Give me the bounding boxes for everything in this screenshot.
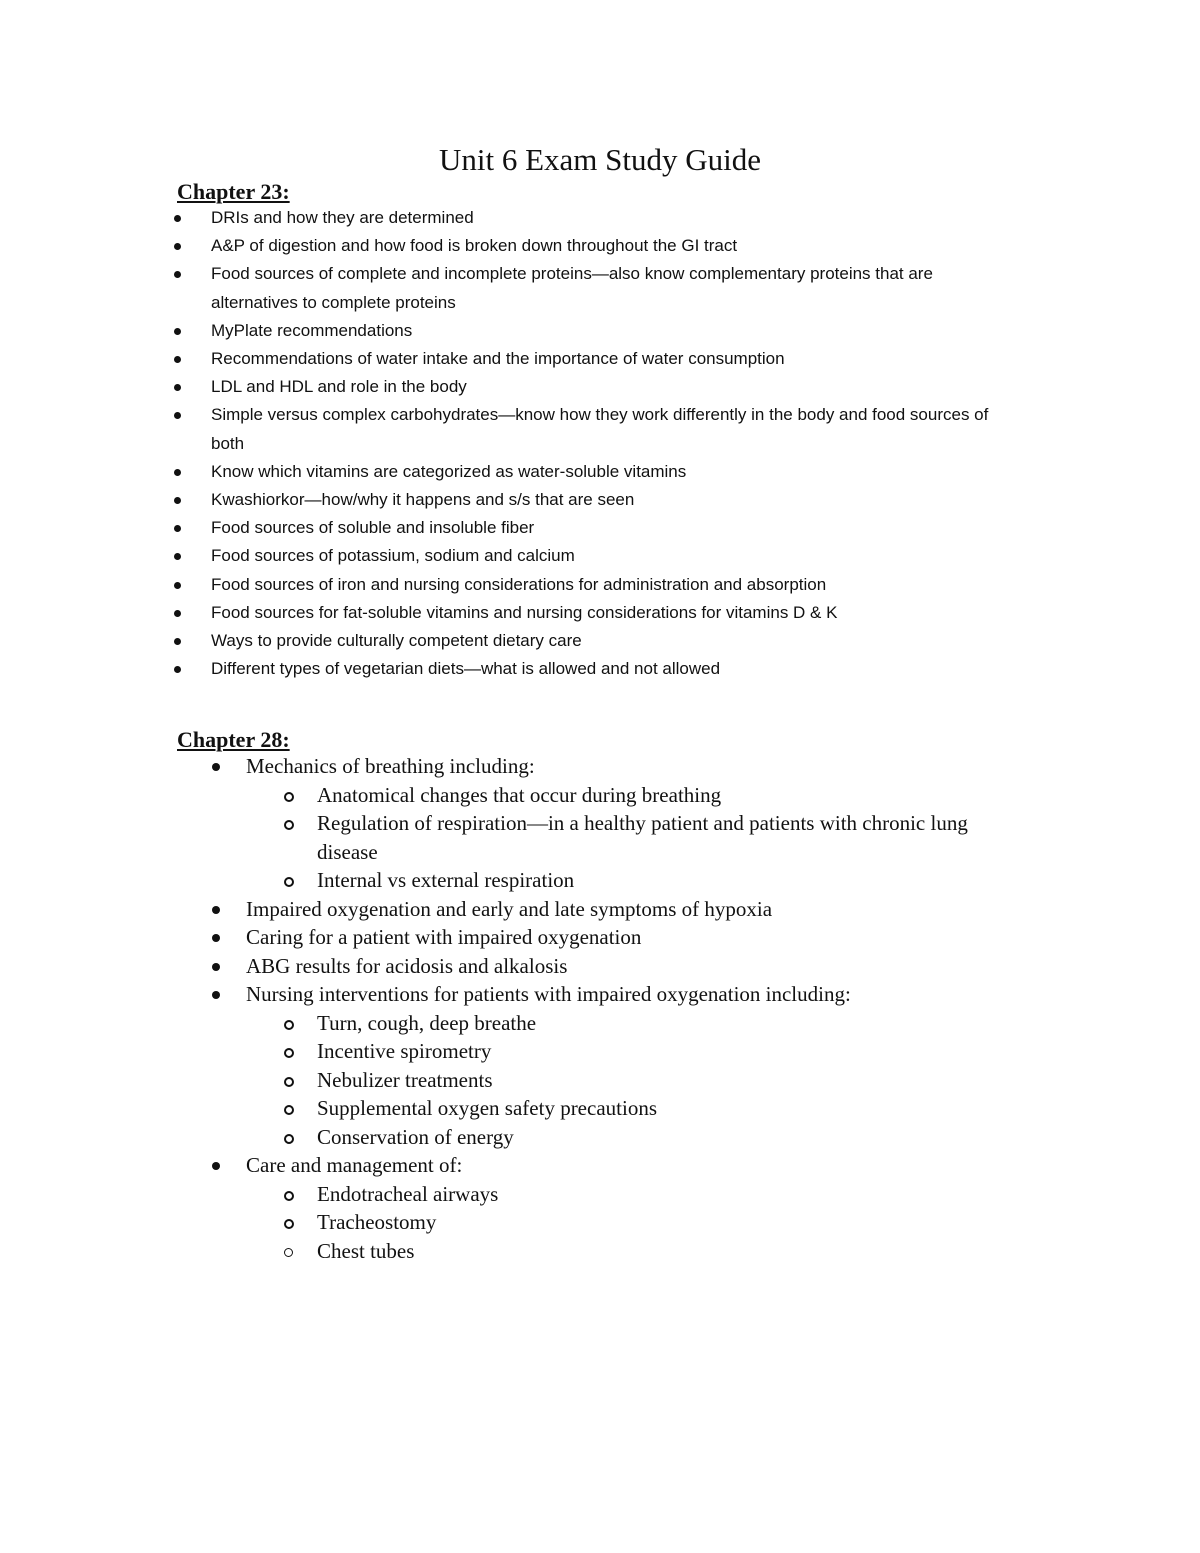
sub-list-item-text: Internal vs external respiration — [317, 868, 575, 892]
list-item — [0, 627, 1001, 655]
list-item-text: Food sources of iron and nursing considerations for administration and absorption — [211, 574, 827, 594]
list-item — [0, 895, 1020, 924]
list-item-text: Simple versus complex carbohydrates—know how they work differently in the body and food sources of both — [211, 405, 989, 453]
sub-list-item — [0, 809, 1017, 866]
list-item-text: A&P of digestion and how food is broken down throughout the GI tract — [211, 236, 738, 256]
list-item — [0, 514, 1001, 542]
bullet-icon — [174, 215, 181, 222]
sub-list-item-text: Anatomical changes that occur during breathing — [317, 782, 722, 807]
list-item — [0, 923, 1020, 952]
list-item — [0, 1151, 1020, 1180]
bullet-icon — [174, 412, 181, 419]
bullet-icon — [174, 666, 181, 673]
list-item-text: DRIs and how they are determined — [211, 208, 474, 227]
sub-list-item — [0, 1237, 1017, 1266]
bullet-icon — [174, 328, 181, 335]
sub-list-item-text: Nebulizer treatments — [317, 1067, 493, 1092]
bullet-icon — [212, 963, 220, 971]
circle-bullet-icon — [284, 792, 294, 802]
circle-bullet-icon — [284, 1134, 294, 1144]
bullet-icon — [212, 934, 220, 942]
sub-list-item — [0, 1123, 1017, 1152]
bullet-icon — [174, 497, 181, 504]
list-item-text: Impaired oxygenation and early and late symptoms of hypoxia — [246, 896, 773, 921]
bullet-icon — [174, 243, 181, 250]
bullet-icon — [174, 553, 181, 560]
list-item-text: Kwashiorkor—how/why it happens and s/s that are seen — [211, 490, 635, 510]
list-item-text: Food sources for fat-soluble vitamins and nursing considerations for vitamins D & K — [211, 602, 838, 622]
circle-bullet-icon — [284, 1105, 294, 1115]
list-item-text: Mechanics of breathing including: — [246, 754, 535, 778]
list-item-text: Food sources of complete and incomplete proteins—also know complementary proteins that are alternatives to complete proteins — [211, 264, 933, 312]
list-item-text: Recommendations of water intake and the importance of water consumption — [211, 349, 785, 369]
list-item-text: LDL and HDL and role in the body — [211, 377, 467, 397]
list-item-text: Food sources of potassium, sodium and calcium — [211, 546, 575, 566]
chapter-23-heading: Chapter 23: — [177, 179, 290, 204]
circle-bullet-icon — [284, 1248, 293, 1257]
list-item — [0, 542, 1001, 570]
list-item — [0, 486, 1001, 514]
list-item-text: ABG results for acidosis and alkalosis — [246, 953, 568, 978]
list-item-text: Nursing interventions for patients with impaired oxygenation including: — [246, 982, 851, 1006]
sub-list-item — [0, 1066, 1017, 1095]
list-item-text: Caring for a patient with impaired oxygenation — [246, 925, 642, 949]
sub-list-item-text: Turn, cough, deep breathe — [317, 1010, 537, 1035]
list-item — [0, 260, 1001, 316]
list-item — [0, 401, 1001, 457]
list-item-text: MyPlate recommendations — [211, 320, 413, 340]
bullet-icon — [212, 906, 220, 914]
circle-bullet-icon — [284, 820, 294, 830]
list-item — [0, 317, 1001, 345]
list-item — [0, 373, 1001, 401]
list-item — [0, 232, 1001, 260]
list-item — [0, 655, 1001, 683]
sub-list-item-text: Incentive spirometry — [317, 1039, 492, 1063]
sub-list-item — [0, 1094, 1017, 1123]
circle-bullet-icon — [284, 1077, 294, 1087]
chapter-28-list — [0, 752, 1020, 1265]
list-item — [0, 599, 1001, 627]
sub-list-item — [0, 1208, 1017, 1237]
bullet-icon — [174, 525, 181, 532]
sub-list-item — [0, 1037, 1017, 1066]
bullet-icon — [174, 469, 181, 476]
sub-list-item — [0, 866, 1017, 895]
list-item — [0, 752, 1020, 781]
sub-list-item-text: Conservation of energy — [317, 1124, 514, 1149]
list-item-text: Ways to provide culturally competent dietary care — [211, 631, 582, 651]
sub-list-item-text: Chest tubes — [317, 1238, 415, 1263]
list-item — [0, 204, 1001, 232]
list-item — [0, 980, 1020, 1009]
bullet-icon — [174, 610, 181, 617]
page-title: Unit 6 Exam Study Guide — [438, 142, 762, 177]
bullet-icon — [212, 763, 220, 771]
bullet-icon — [174, 271, 181, 278]
list-item-text: Different types of vegetarian diets—what is allowed and not allowed — [211, 659, 721, 679]
bullet-icon — [174, 638, 181, 645]
list-item-text: Know which vitamins are categorized as water-soluble vitamins — [211, 461, 687, 481]
bullet-icon — [212, 991, 220, 999]
chapter-28-heading: Chapter 28: — [177, 727, 290, 752]
chapter-23-list — [0, 204, 1000, 683]
list-item-text: Care and management of: — [246, 1153, 463, 1177]
list-item-text: Food sources of soluble and insoluble fiber — [211, 518, 535, 538]
sub-list-item-text: Endotracheal airways — [317, 1181, 499, 1206]
sub-list-item-text: Regulation of respiration—in a healthy patient and patients with chronic lung disease — [317, 811, 968, 864]
sub-list-item — [0, 1180, 1017, 1209]
sub-list-item — [0, 1009, 1017, 1038]
sub-list-item-text: Tracheostomy — [317, 1210, 437, 1234]
list-item — [0, 952, 1020, 981]
circle-bullet-icon — [284, 1020, 294, 1030]
circle-bullet-icon — [284, 1219, 294, 1229]
bullet-icon — [174, 384, 181, 391]
bullet-icon — [174, 582, 181, 589]
bullet-icon — [174, 356, 181, 363]
list-item — [0, 458, 1001, 486]
circle-bullet-icon — [284, 1191, 294, 1201]
list-item — [0, 571, 1001, 599]
circle-bullet-icon — [284, 877, 294, 887]
sub-list-item — [0, 781, 1017, 810]
bullet-icon — [212, 1162, 220, 1170]
circle-bullet-icon — [284, 1048, 294, 1058]
list-item — [0, 345, 1001, 373]
sub-list-item-text: Supplemental oxygen safety precautions — [317, 1096, 657, 1120]
